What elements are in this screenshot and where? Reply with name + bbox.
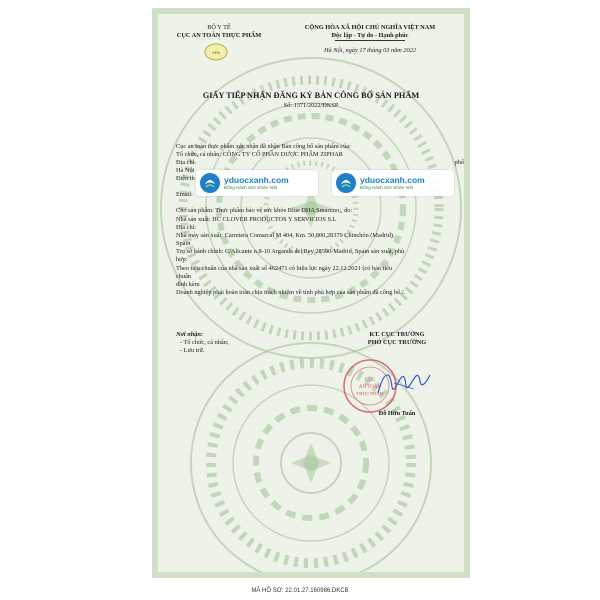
- svg-text:CỤC: CỤC: [364, 378, 376, 383]
- email-label: Email:: [176, 191, 193, 198]
- recipients-label: Nơi nhận:: [176, 331, 204, 338]
- watermark-banner-right: [332, 170, 454, 196]
- watermark-tagline: Đồng Hành Sức Khỏe Việt: [360, 184, 413, 190]
- motto-underline: [335, 40, 405, 41]
- organization-name: Tổ chức, cá nhân: CÔNG TY CỔ PHẦN DƯỢC PHẨM ZIPHAR: [176, 151, 343, 158]
- recipient-item: - Lưu trữ.: [180, 347, 205, 354]
- office-address-end: hợp:: [176, 256, 188, 263]
- watermark-banner-left: [196, 170, 318, 196]
- svg-text:AN TOÀN: AN TOÀN: [358, 385, 382, 390]
- signer-title: KT. CỤC TRƯỞNG: [369, 331, 425, 338]
- responsibility-statement: Doanh nghiệp phải hoàn toàn chịu trách nhiệm về tính phù hợp của sản phẩm đã công bố./.: [176, 289, 406, 296]
- recipient-item: - Tổ chức, cá nhân;: [180, 339, 229, 346]
- watermark-name: yduocxanh.com: [360, 174, 425, 185]
- product-line: Cho sản phẩm: Thực phẩm bảo vệ sức khỏe Blue DHA Smartino;, do:: [176, 207, 353, 214]
- motto: Độc lập - Tự do - Hạnh phúc: [331, 32, 409, 39]
- address-label: Địa chỉ: [176, 159, 195, 166]
- manufacturer-line: Nhà sản xuất: HC CLOVER PRODUCTOS Y SERVICIOS S.L: [176, 216, 337, 223]
- document-title: GIẤY TIẾP NHẬN ĐĂNG KÝ BẢN CÔNG BỐ SẢN PHẨM: [202, 91, 420, 100]
- ministry-name: BỘ Y TẾ: [207, 24, 231, 31]
- standard-line-3: đính kèm: [176, 281, 200, 288]
- signer-name: Đỗ Hữu Tuấn: [378, 410, 416, 417]
- manufacturer-address-label: Địa chỉ:: [176, 224, 197, 231]
- intro-text: Cục an toàn thực phẩm xác nhận đã nhận Bản công bố sản phẩm của:: [176, 143, 351, 150]
- watermark-logo-icon: [335, 172, 357, 194]
- certificate: [152, 8, 470, 578]
- address-end: phố: [454, 159, 464, 166]
- factory-address: Nhà máy sản xuất: Carretera Comarcal M 404, Km. 50,800,28370 Chinchón (Madrid),: [176, 232, 395, 239]
- watermark-logo-icon: [199, 172, 221, 194]
- signer-position: PHÓ CỤC TRƯỞNG: [367, 339, 427, 346]
- agency-name: CỤC AN TOÀN THỰC PHẨM: [176, 32, 262, 39]
- vfa-logo: [204, 43, 228, 61]
- phone-label: Điện th: [176, 175, 195, 182]
- handwritten-signature: [374, 363, 434, 401]
- document-number: Số: 1371/2022/ĐKSP: [283, 102, 339, 109]
- svg-text:THỰC PHẨM: THỰC PHẨM: [356, 391, 384, 396]
- watermark-tagline: Đồng Hành Sức Khỏe Việt: [224, 184, 277, 190]
- issue-date: Hà Nội, ngày 17 tháng 03 năm 2022: [323, 47, 416, 54]
- standard-line-2: chuẩn: [176, 273, 192, 280]
- svg-text:VFA: VFA: [212, 50, 220, 55]
- city: Hà Nội: [176, 167, 195, 174]
- office-address: Trụ sở hành chính: C/Alicante n.8-10 Arganda del Rey 28500-Madrid, Spain sản xuất, phù: [176, 248, 405, 255]
- factory-country: Spain: [176, 240, 191, 247]
- standard-line: Theo tiêu chuẩn của nhà sản xuất số 462471 có hiệu lực ngày 22.12.2021 (có bản tiêu: [176, 265, 393, 272]
- watermark-name: yduocxanh.com: [224, 174, 289, 185]
- dossier-code: MÃ HỒ SƠ: 22.01.27.160986.DKCB: [251, 588, 349, 594]
- country-name: CỘNG HÒA XÃ HỘI CHỦ NGHĨA VIỆT NAM: [304, 24, 436, 31]
